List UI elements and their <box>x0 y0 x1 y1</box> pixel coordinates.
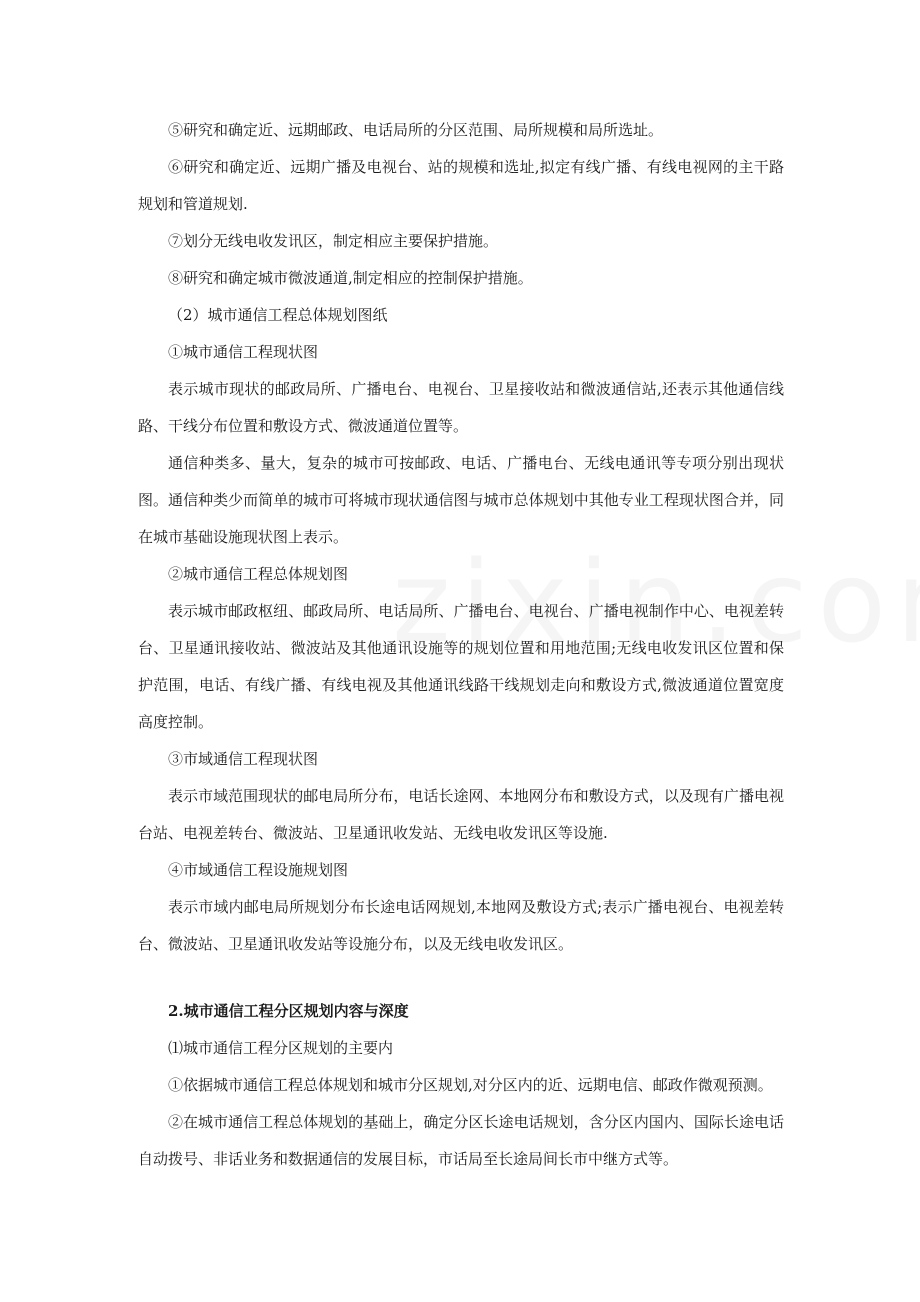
item-title: ①城市通信工程现状图 <box>168 343 319 361</box>
section-gap <box>138 963 784 993</box>
item-title: ③市域通信工程现状图 <box>168 750 319 768</box>
paragraph: ⑦划分无线电收发讯区，制定相应主要保护措施。 <box>168 232 499 250</box>
paragraph: 表示城市邮政枢纽、邮政局所、电话局所、广播电台、电视台、广播电视制作中心、电视差转台、卫星通讯接收站、微波站及其他通讯设施等的规划位置和用地范围;无线电收发讯区位置和保护范围，电话、有线广播、有线电视及其他通讯线路干线规划走向和敷设方式,微波通道位置宽度高度控制。 <box>138 602 784 731</box>
subsection-title: （2）城市通信工程总体规划图纸 <box>168 306 388 324</box>
document-body <box>138 112 784 1178</box>
paragraph: ⑤研究和确定近、远期邮政、电话局所的分区范围、局所规模和局所选址。 <box>168 121 664 139</box>
item-title: ②城市通信工程总体规划图 <box>168 565 349 583</box>
item-title: ④市域通信工程设施规划图 <box>168 861 349 879</box>
paragraph: ②在城市通信工程总体规划的基础上，确定分区长途电话规划，含分区内国内、国际长途电话自动拨号、非话业务和数据通信的发展目标，市话局至长途局间长市中继方式等。 <box>138 1113 784 1168</box>
subsection-title: ⑴城市通信工程分区规划的主要内 <box>168 1039 394 1057</box>
paragraph: 表示市域范围现状的邮电局所分布，电话长途网、本地网分布和敷设方式，以及现有广播电视台站、电视差转台、微波站、卫星通讯收发站、无线电收发讯区等设施. <box>138 787 784 842</box>
paragraph: ⑧研究和确定城市微波通道,制定相应的控制保护措施。 <box>168 269 533 287</box>
paragraph: 表示城市现状的邮政局所、广播电台、电视台、卫星接收站和微波通信站,还表示其他通信线路、干线分布位置和敷设方式、微波通道位置等。 <box>138 380 784 435</box>
paragraph: ①依据城市通信工程总体规划和城市分区规划,对分区内的近、远期电信、邮政作微观预测。 <box>168 1076 773 1094</box>
paragraph: 通信种类多、量大，复杂的城市可按邮政、电话、广播电台、无线电通讯等专项分别出现状图。通信种类少而简单的城市可将城市现状通信图与城市总体规划中其他专业工程现状图合并，同在城市基础设施现状图上表示。 <box>138 454 784 546</box>
section-heading: 2.城市通信工程分区规划内容与深度 <box>168 1002 409 1020</box>
paragraph: ⑥研究和确定近、远期广播及电视台、站的规模和选址,拟定有线广播、有线电视网的主干路规划和管道规划. <box>138 158 784 213</box>
paragraph: 表示市域内邮电局所规划分布长途电话网规划,本地网及敷设方式;表示广播电视台、电视差转台、微波站、卫星通讯收发站等设施分布，以及无线电收发讯区。 <box>138 898 784 953</box>
